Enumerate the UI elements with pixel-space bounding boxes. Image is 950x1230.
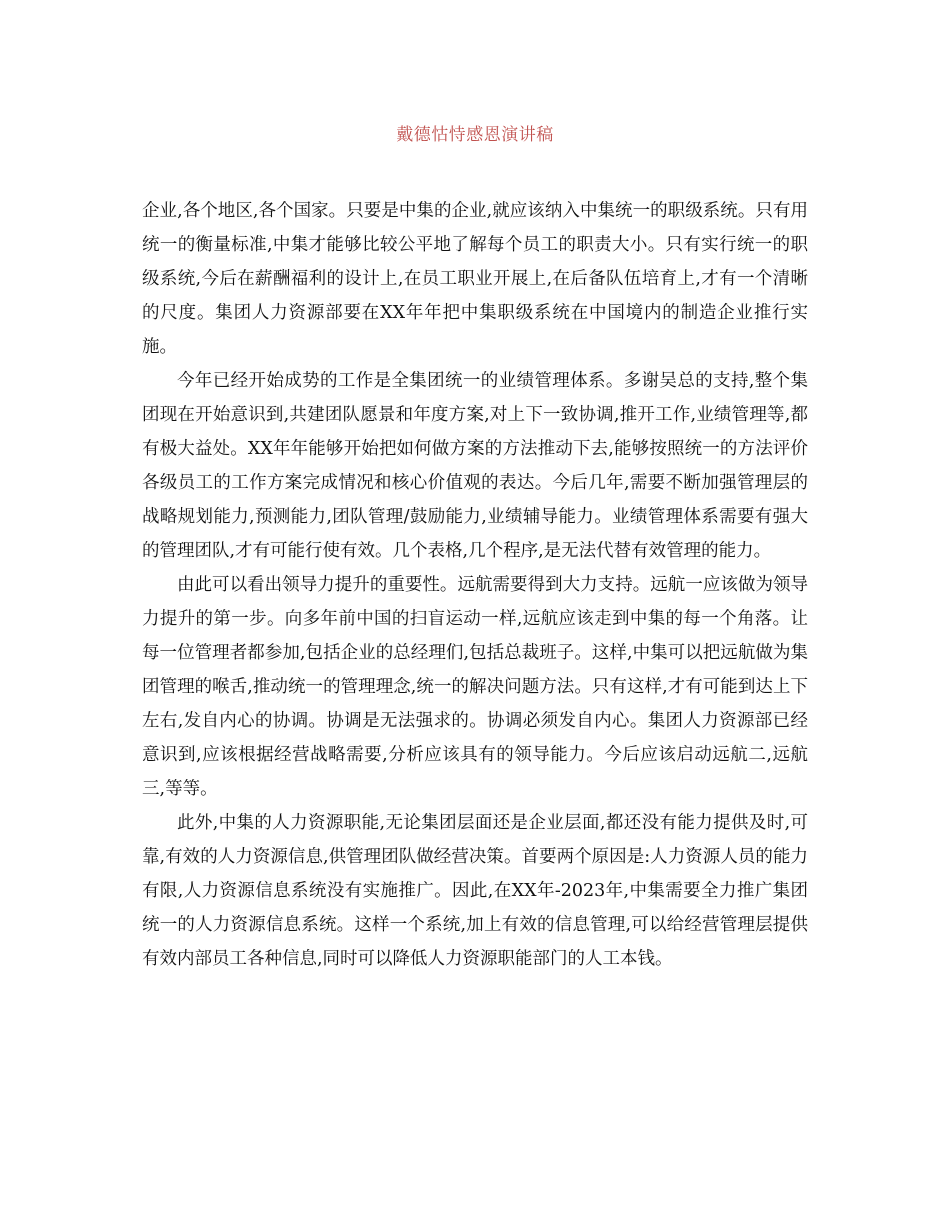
- document-title: 戴德怙恃感恩演讲稿: [396, 125, 554, 145]
- paragraph-1: 企业,各个地区,各个国家。只要是中集的企业,就应该纳入中集统一的职级系统。只有用统一的衡量标准,中集才能够比较公平地了解每个员工的职责大小。只有实行统一的职级系统,今后在薪酬福利的设计上,在员工职业开展上,在后备队伍培育上,才有一个清晰的尺度。集团人力资源部要在XX年年把中集职级系统在中国境内的制造企业推行实施。: [142, 201, 808, 357]
- paragraph-2: 今年已经开始成势的工作是全集团统一的业绩管理体系。多谢吴总的支持,整个集团现在开始意识到,共建团队愿景和年度方案,对上下一致协调,推开工作,业绩管理等,都有极大益处。XX年年能够开始把如何做方案的方法推动下去,能够按照统一的方法评价各级员工的工作方案完成情况和核心价值观的表达。今后几年,需要不断加强管理层的战略规划能力,预测能力,团队管理/鼓励能力,业绩辅导能力。业绩管理体系需要有强大的管理团队,才有可能行使有效。几个表格,几个程序,是无法代替有效管理的能力。: [142, 371, 808, 561]
- paragraph-4: 此外,中集的人力资源职能,无论集团层面还是企业层面,都还没有能力提供及时,可靠,有效的人力资源信息,供管理团队做经营决策。首要两个原因是:人力资源人员的能力有限,人力资源信息系统没有实施推广。因此,在XX年-2023年,中集需要全力推广集团统一的人力资源信息系统。这样一个系统,加上有效的信息管理,可以给经营管理层提供有效内部员工各种信息,同时可以降低人力资源职能部门的人工本钱。: [142, 813, 808, 969]
- document-body: [142, 194, 808, 976]
- paragraph-3: 由此可以看出领导力提升的重要性。远航需要得到大力支持。远航一应该做为领导力提升的第一步。向多年前中国的扫盲运动一样,远航应该走到中集的每一个角落。让每一位管理者都参加,包括企业的总经理们,包括总裁班子。这样,中集可以把远航做为集团管理的喉舌,推动统一的管理理念,统一的解决问题方法。只有这样,才有可能到达上下左右,发自内心的协调。协调是无法强求的。协调必须发自内心。集团人力资源部已经意识到,应该根据经营战略需要,分析应该具有的领导能力。今后应该启动远航二,远航三,等等。: [142, 575, 808, 799]
